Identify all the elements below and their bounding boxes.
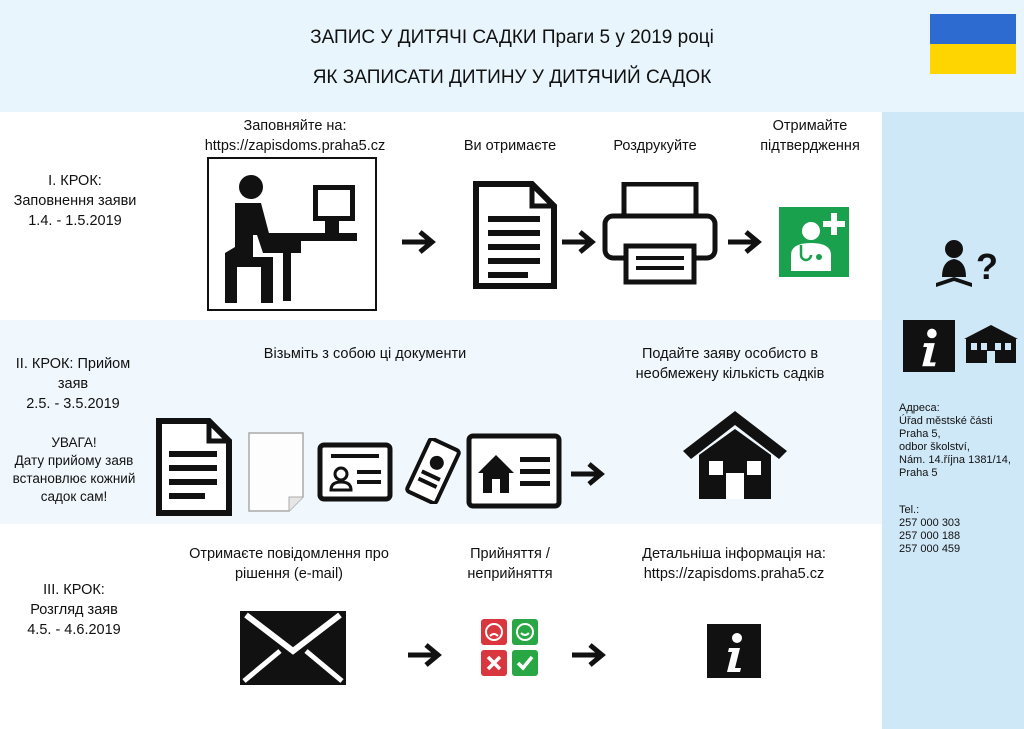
doctor-confirmation-icon [779,207,849,277]
sidebar-phones: Tel.: 257 000 303 257 000 188 257 000 459 [899,504,961,555]
step1-receive-text: Ви отримаєте [463,138,557,154]
accept-reject-icon [481,619,539,677]
info-icon [903,320,955,372]
info-icon [707,624,761,678]
step3-accept-text: Прийняття / неприйняття [467,546,553,582]
step2-docs-text: Візьміть з собою ці документи [263,346,467,362]
arrow-icon [569,460,607,488]
step2-submit-text: Подайте заяву особисто в необмежену кількість садків [635,346,825,382]
printer-icon [602,182,718,286]
envelope-icon [240,611,346,685]
address-card-icon [466,433,562,509]
reading-person-question-icon [934,237,1004,291]
page-subtitle: ЯК ЗАПИСАТИ ДИТИНУ У ДИТЯЧИЙ САДОК [312,67,712,88]
arrow-icon [400,228,438,256]
step1-label: I. КРОК: Заповнення заяви 1.4. - 1.5.2019 [13,173,137,229]
id-card-icon [317,442,393,502]
step2-warning: УВАГА! Дату прийому заяв встановлює кожний садок сам! [12,435,136,504]
step1-fill-text: Заповняйте на: https://zapisdoms.praha5.cz [204,118,386,154]
page-title: ЗАПИС У ДИТЯЧІ САДКИ Праги 5 у 2019 році [310,27,714,48]
arrow-icon [726,228,764,256]
svg-text:?: ? [976,246,998,287]
step2-label: II. КРОК: Прийом заяв 2.5. - 3.5.2019 [15,356,131,412]
header-band [0,0,1024,112]
arrow-icon [570,641,608,669]
sidebar-address: Адреса: Úřad městské části Praha 5, odbor školství, Nám. 14.října 1381/14, Praha 5 [899,402,1011,479]
ukraine-flag-icon [930,14,1016,74]
arrow-icon [560,228,598,256]
document-icon [472,180,558,290]
step3-details-text: Детальніша інформація на: https://zapisdoms.praha5.cz [642,546,826,582]
blank-paper-icon [247,431,305,513]
arrow-icon [406,641,444,669]
step1-confirm-text: Отримайте підтвердження [760,118,860,154]
passport-icon [405,438,461,504]
building-icon [962,323,1020,365]
step1-print-text: Роздрукуйте [613,138,697,154]
step3-label: III. КРОК: Розгляд заяв 4.5. - 4.6.2019 [27,582,121,638]
person-at-computer-icon [207,157,377,311]
document-icon [155,417,233,517]
kindergarten-house-icon [681,409,789,501]
step3-notice-text: Отримаєте повідомлення про рішення (e-mail) [189,546,389,582]
